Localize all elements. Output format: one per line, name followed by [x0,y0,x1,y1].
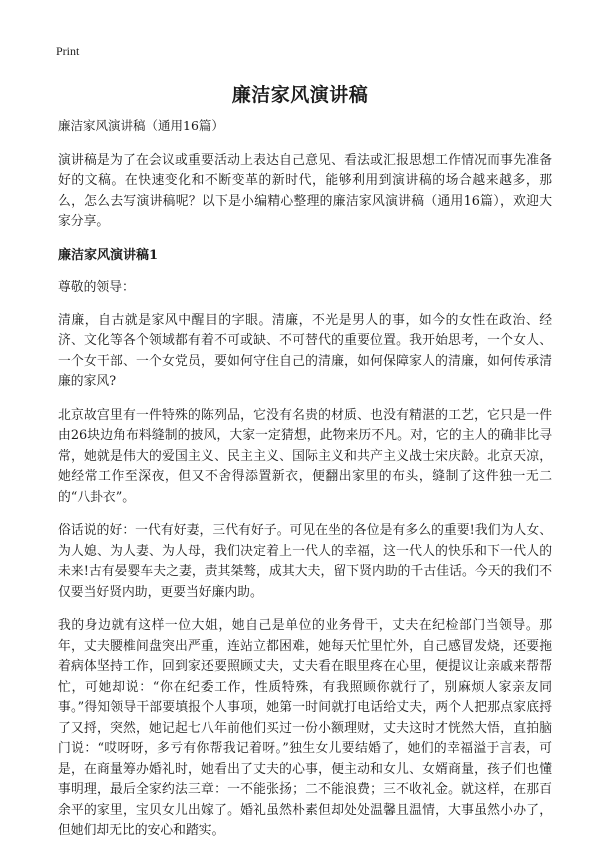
intro-paragraph: 演讲稿是为了在会议或重要活动上表达自己意见、看法或汇报思想工作情况而事先准备好的文稿。在快速变化和不断变革的新时代，能够利用到演讲稿的场合越来越多，那么，怎么去写演讲稿呢？以下是小编精心整理的廉洁家风演讲稿（通用16篇），欢迎大家分享。 [58,152,552,229]
body-paragraph: 北京故宫里有一件特殊的陈列品，它没有名贵的材质、也没有精湛的工艺，它只是一件由26块边角布料缝制的披风，大家一定猜想，此物来历不凡。对，它的主人的确非比寻常，她就是伟大的爱国主义、民主主义、国际主义和共产主义战士宋庆龄。北京天凉，她经常工作至深夜，但又不舍得添置新衣，便翻出家里的布头，缝制了这件独一无二的“八卦衣”。 [58,407,552,505]
section-heading: 廉洁家风演讲稿1 [58,247,159,263]
document-subtitle: 廉洁家风演讲稿（通用16篇） [58,118,224,133]
body-paragraph: 清廉，自古就是家风中醒目的字眼。清廉，不光是男人的事，如今的女性在政治、经济、文化等各个领域都有着不可或缺、不可替代的重要位置。我开始思考，一个女人、一个女干部、一个女党员，要如何守住自己的清廉，如何保障家人的清廉，如何传承清廉的家风? [58,312,552,389]
page-title: 廉洁家风演讲稿 [231,84,369,106]
body-paragraph: 我的身边就有这样一位大姐，她自己是单位的业务骨干，丈夫在纪检部门当领导。那年，丈夫腰椎间盘突出严重，连站立都困难，她每天忙里忙外，自己感冒发烧，还要拖着病体坚持工作，回到家还要照顾丈夫，丈夫看在眼里疼在心里，便提议让亲戚来帮帮忙，可她却说：“你在纪委工作，性质特殊，有我照顾你就行了，别麻烦人家亲友同事。”得知领导干部要填报个人事项，她第一时间就打电话给丈夫，两个人把那点家底捋了又捋，突然，她记起七八年前他们买过一份小额理财，丈夫这时才恍然大悟，直拍脑门说：“哎呀呀，多亏有你帮我记着呀。”独生女儿要结婚了，她们的幸福溢于言表，可是，在商量筹办婚礼时，她看出了丈夫的心事，便主动和女儿、女婿商量，孩子们也懂事明理，最后全家约法三章：一不能张扬；二不能浪费；三不收礼金。就这样，在那百余平的家里，宝贝女儿出嫁了。婚礼虽然朴素但却处处温馨且温情，大事虽然小办了，但她们却无比的安心和踏实。 [58,618,552,838]
salutation: 尊敬的领导： [58,280,135,295]
body-paragraph: 俗话说的好：一代有好妻，三代有好子。可见在坐的各位是有多么的重要!我们为人女、为人媳、为人妻、为人母，我们决定着上一代人的幸福，这一代人的快乐和下一代人的未来!古有晏婴车夫之妻，责其桀骜，成其大夫，留下贤内助的千古佳话。今天的我们不仅要当好贤内助，更要当好廉内助。 [58,523,552,600]
document-body [58,116,552,855]
print-link[interactable]: Print [56,44,80,58]
